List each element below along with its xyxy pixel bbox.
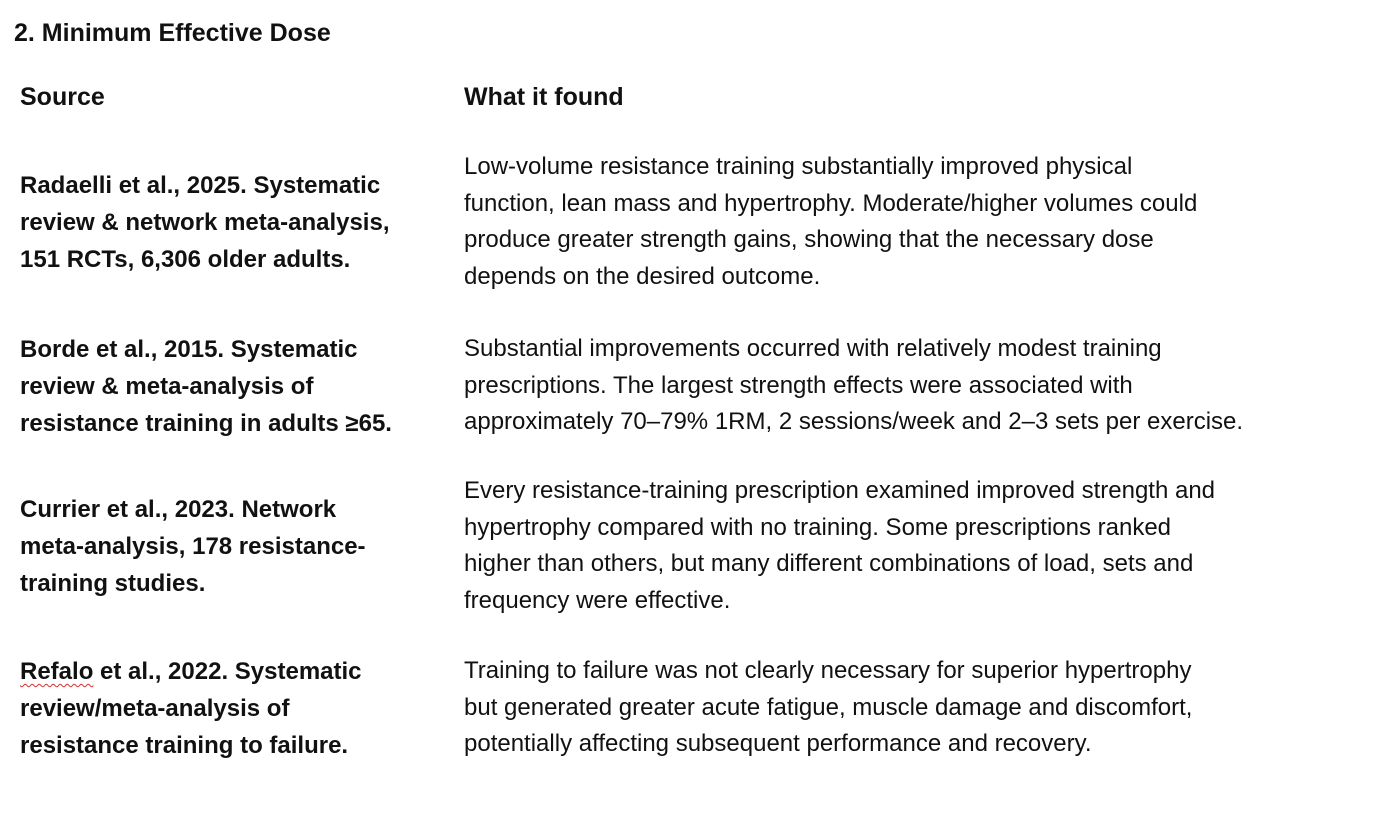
findings-cell xyxy=(464,653,1364,763)
source-line-rest: et al., 2022. Systematic xyxy=(93,658,362,685)
source-line: training studies. xyxy=(20,570,206,597)
section-title: 2. Minimum Effective Dose xyxy=(14,19,331,47)
source-line: resistance training to failure. xyxy=(20,732,349,759)
findings-cell xyxy=(464,331,1364,441)
findings-line: function, lean mass and hypertrophy. Moderate/higher volumes could xyxy=(464,189,1198,217)
source-line: 151 RCTs, 6,306 older adults. xyxy=(20,246,351,273)
source-line: Currier et al., 2023. Network xyxy=(20,496,337,523)
source-cell xyxy=(20,167,450,278)
findings-line: approximately 70–79% 1RM, 2 sessions/week and 2–3 sets per exercise. xyxy=(464,408,1244,435)
source-line: Radaelli et al., 2025. Systematic xyxy=(20,172,381,199)
findings-line: but generated greater acute fatigue, muscle damage and discomfort, xyxy=(464,693,1193,721)
source-line: review & meta-analysis of xyxy=(20,373,314,400)
findings-line: Substantial improvements occurred with relatively modest training xyxy=(464,335,1162,362)
source-cell xyxy=(20,653,450,764)
findings-line: higher than others, but many different combinations of load, sets and xyxy=(464,550,1194,577)
source-line: review & network meta-analysis, xyxy=(20,209,390,236)
spellcheck-flagged-word[interactable]: Refalo xyxy=(20,658,94,685)
findings-line: Low-volume resistance training substantially improved physical xyxy=(464,153,1133,180)
findings-line: produce greater strength gains, showing that the necessary dose xyxy=(464,226,1154,253)
findings-line: hypertrophy compared with no training. Some prescriptions ranked xyxy=(464,513,1172,541)
findings-line: potentially affecting subsequent performance and recovery. xyxy=(464,730,1092,757)
findings-line: Every resistance-training prescription examined improved strength and xyxy=(464,477,1216,504)
findings-line: Training to failure was not clearly necessary for superior hypertrophy xyxy=(464,657,1192,684)
source-cell xyxy=(20,491,450,602)
source-line xyxy=(20,653,450,690)
findings-line: prescriptions. The largest strength effects were associated with xyxy=(464,371,1133,399)
source-cell xyxy=(20,331,450,442)
findings-cell xyxy=(464,473,1364,619)
source-line: review/meta-analysis of xyxy=(20,695,290,722)
findings-cell xyxy=(464,149,1364,295)
source-line: meta-analysis, 178 resistance- xyxy=(20,533,366,560)
findings-column-header: What it found xyxy=(464,83,624,111)
findings-line: depends on the desired outcome. xyxy=(464,262,821,290)
source-line: resistance training in adults ≥65. xyxy=(20,410,392,437)
source-column-header: Source xyxy=(20,83,105,111)
source-line: Borde et al., 2015. Systematic xyxy=(20,336,358,363)
findings-line: frequency were effective. xyxy=(464,586,731,614)
